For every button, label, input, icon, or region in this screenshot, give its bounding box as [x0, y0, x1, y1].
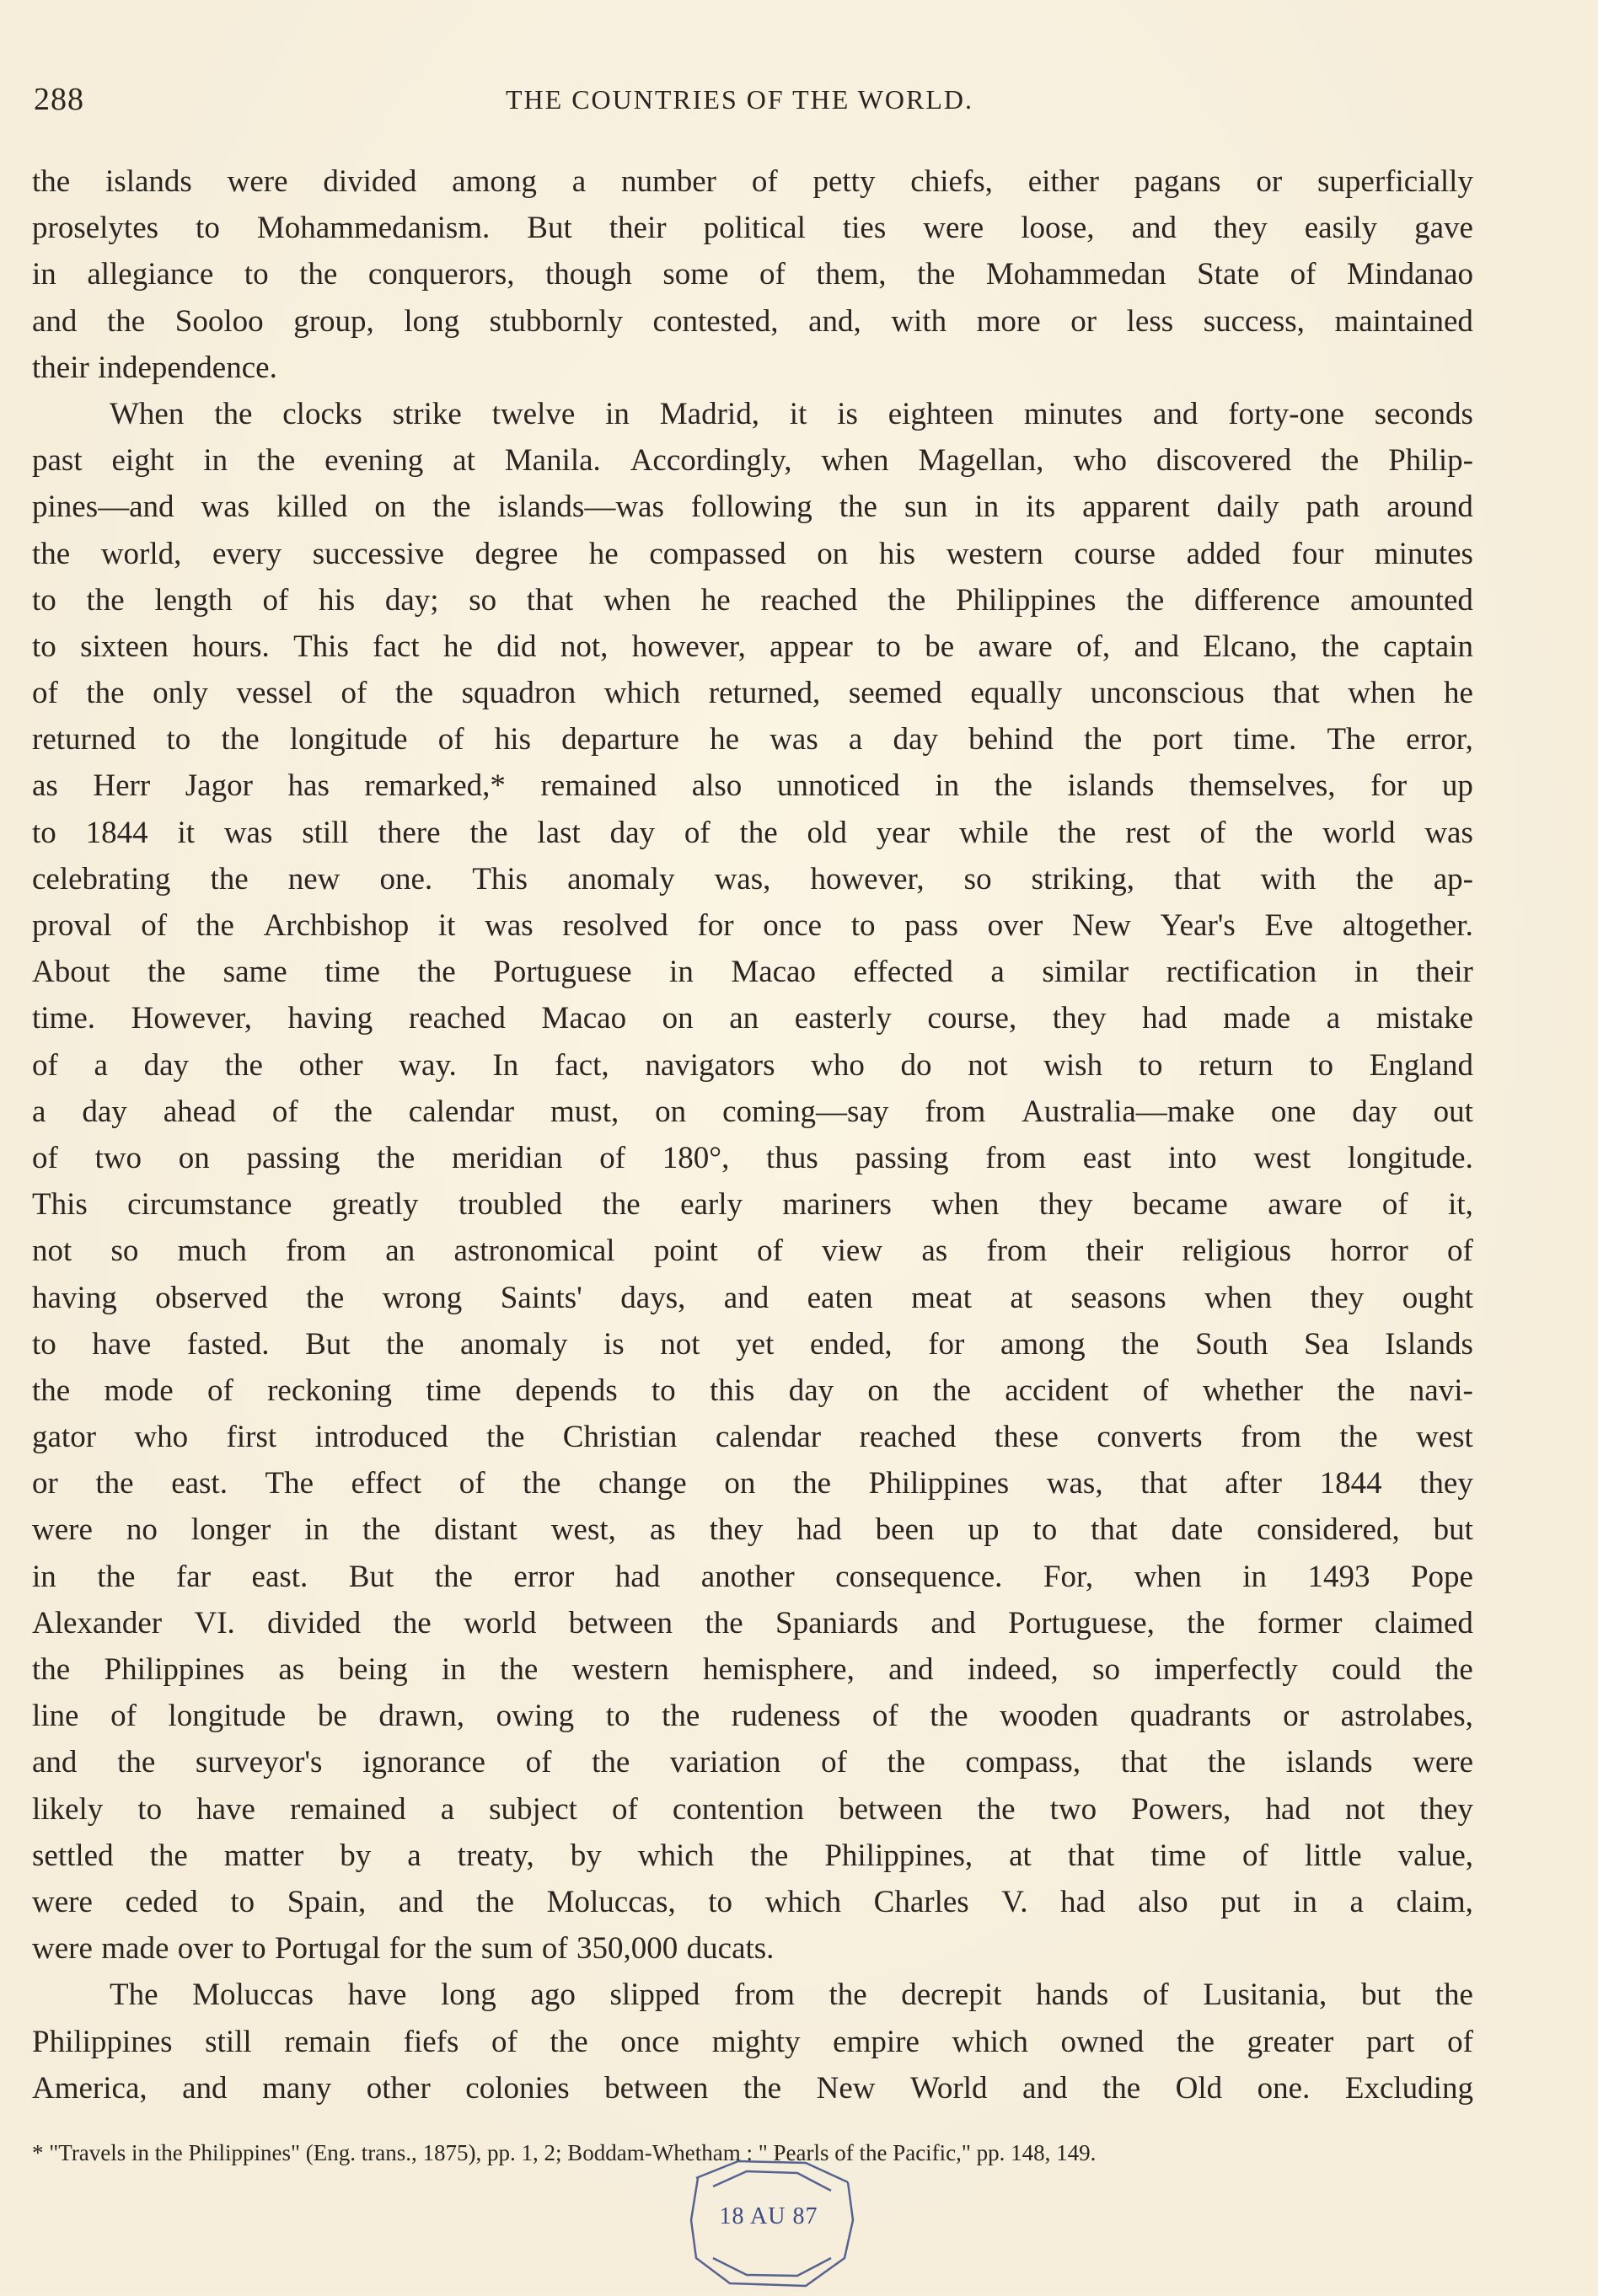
- body-text: [32, 158, 1473, 2111]
- text-line: the world, every successive degree he compassed on his western course added four minutes: [32, 536, 1473, 571]
- text-line: the islands were divided among a number of petty chiefs, either pagans or superficially: [32, 164, 1473, 199]
- text-line: This circumstance greatly troubled the early mariners when they became aware of it,: [32, 1187, 1473, 1223]
- text-line: to the length of his day; so that when he reached the Philippines the difference amounted: [32, 582, 1473, 618]
- text-line: in allegiance to the conquerors, though some of them, the Mohammedan State of Mindanao: [32, 257, 1473, 292]
- stamp-date: 18 AU 87: [719, 2203, 818, 2229]
- text-line: to have fasted. But the anomaly is not yet ended, for among the South Sea Islands: [32, 1326, 1473, 1362]
- text-line: gator who first introduced the Christian calendar reached these converts from the west: [32, 1420, 1473, 1455]
- text-line: proselytes to Mohammedanism. But their political ties were loose, and they easily gave: [32, 211, 1473, 246]
- text-line: were no longer in the distant west, as they had been up to that date considered, but: [32, 1512, 1473, 1548]
- text-line: returned to the longitude of his departure he was a day behind the port time. The error,: [32, 722, 1473, 757]
- text-line: proval of the Archbishop it was resolved for once to pass over New Year's Eve altogether.: [32, 908, 1473, 943]
- text-line: or the east. The effect of the change on the Philippines was, that after 1844 they: [32, 1466, 1473, 1501]
- text-line: were ceded to Spain, and the Moluccas, to which Charles V. had also put in a claim,: [32, 1884, 1473, 1919]
- text-line: not so much from an astronomical point of view as from their religious horror of: [32, 1234, 1473, 1269]
- footnote: * "Travels in the Philippines" (Eng. trans., 1875), pp. 1, 2; Boddam-Whetham : " Pearls of the Pacific," pp. 148, 149.: [32, 2140, 1097, 2165]
- text-line: About the same time the Portuguese in Macao effected a similar rectification in their: [32, 955, 1473, 990]
- page-header: [34, 81, 1467, 123]
- text-line: of two on passing the meridian of 180°, thus passing from east into west longitude.: [32, 1140, 1473, 1175]
- text-line: Alexander VI. divided the world between the Spaniards and Portuguese, the former claimed: [32, 1605, 1473, 1640]
- text-line: and the surveyor's ignorance of the variation of the compass, that the islands were: [32, 1745, 1473, 1780]
- text-line: Philippines still remain fiefs of the once mighty empire which owned the greater part of: [32, 2024, 1473, 2059]
- text-line: celebrating the new one. This anomaly was, however, so striking, that with the ap-: [32, 861, 1473, 896]
- text-line: to sixteen hours. This fact he did not, however, appear to be aware of, and Elcano, the captain: [32, 629, 1473, 664]
- text-line: of the only vessel of the squadron which returned, seemed equally unconscious that when he: [32, 676, 1473, 711]
- text-line: pines—and was killed on the islands—was following the sun in its apparent daily path around: [32, 490, 1473, 525]
- text-line: time. However, having reached Macao on an easterly course, they had made a mistake: [32, 1001, 1473, 1036]
- text-line: having observed the wrong Saints' days, and eaten meat at seasons when they ought: [32, 1280, 1473, 1315]
- text-line: as Herr Jagor has remarked,* remained also unnoticed in the islands themselves, for up: [32, 768, 1473, 804]
- text-line: past eight in the evening at Manila. Accordingly, when Magellan, who discovered the Philip-: [32, 443, 1473, 479]
- text-line: a day ahead of the calendar must, on coming—say from Australia—make one day out: [32, 1094, 1473, 1129]
- text-line: the mode of reckoning time depends to this day on the accident of whether the navi-: [32, 1373, 1473, 1408]
- text-line: their independence.: [32, 350, 277, 385]
- text-line: in the far east. But the error had another consequence. For, when in 1493 Pope: [32, 1559, 1473, 1594]
- page-number: 288: [34, 82, 84, 117]
- text-line: of a day the other way. In fact, navigators who do not wish to return to England: [32, 1047, 1473, 1083]
- text-line: likely to have remained a subject of contention between the two Powers, had not they: [32, 1791, 1473, 1827]
- text-line: were made over to Portugal for the sum of 350,000 ducats.: [32, 1931, 775, 1967]
- text-line: and the Sooloo group, long stubbornly contested, and, with more or less success, maintained: [32, 303, 1473, 339]
- library-stamp: [679, 2153, 865, 2292]
- text-line: the Philippines as being in the western hemisphere, and indeed, so imperfectly could the: [32, 1652, 1473, 1687]
- text-line: America, and many other colonies between the New World and the Old one. Excluding: [32, 2070, 1473, 2106]
- text-line: to 1844 it was still there the last day of the old year while the rest of the world was: [32, 815, 1473, 850]
- text-line: line of longitude be drawn, owing to the rudeness of the wooden quadrants or astrolabes,: [32, 1699, 1473, 1734]
- running-title: THE COUNTRIES OF THE WORLD.: [506, 84, 974, 115]
- text-line: The Moluccas have long ago slipped from the decrepit hands of Lusitania, but the: [110, 1978, 1473, 2013]
- text-line: When the clocks strike twelve in Madrid, it is eighteen minutes and forty-one seconds: [110, 396, 1473, 431]
- text-line: settled the matter by a treaty, by which the Philippines, at that time of little value,: [32, 1838, 1473, 1873]
